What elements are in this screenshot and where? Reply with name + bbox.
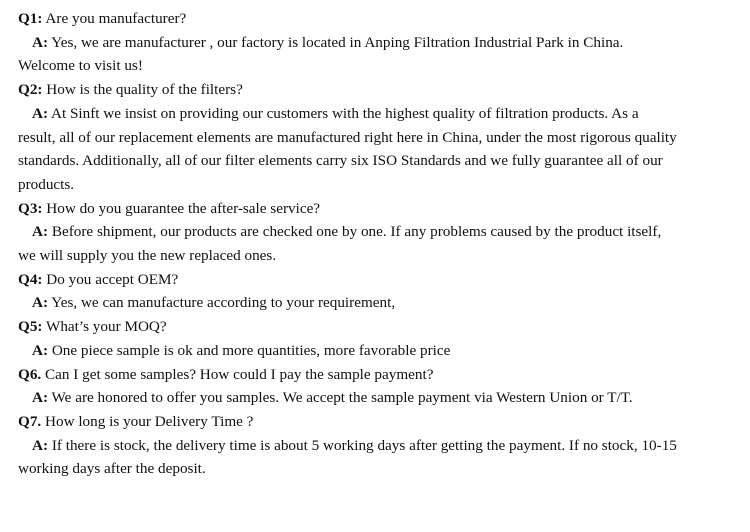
- question-2: [18, 78, 678, 102]
- faq-item-2: [18, 78, 678, 197]
- question-text: How is the quality of the filters?: [42, 81, 243, 99]
- question-text: Are you manufacturer?: [42, 10, 187, 27]
- answer-2: [18, 102, 678, 197]
- answer-text: One piece sample is ok and more quantities, more favorable price: [48, 341, 451, 359]
- question-text: Can I get some samples? How could I pay the sample payment?: [41, 365, 434, 383]
- question-label: Q7.: [18, 412, 42, 430]
- question-label: Q1:: [18, 10, 43, 27]
- answer-text: Yes, we can manufacture according to your requirement,: [48, 294, 396, 312]
- faq-item-1: [18, 7, 678, 78]
- answer-3: [18, 220, 678, 267]
- faq-item-7: [18, 410, 678, 481]
- answer-label: A:: [32, 33, 49, 51]
- answer-6: [18, 386, 678, 410]
- faq-list: [18, 7, 678, 481]
- answer-label: A:: [32, 436, 49, 454]
- question-label: Q4:: [18, 270, 43, 288]
- question-4: [18, 268, 678, 292]
- question-7: [18, 410, 678, 434]
- question-label: Q2:: [18, 81, 43, 99]
- answer-4: [18, 291, 678, 315]
- answer-text: Before shipment, our products are checked one by one. If any problems caused by the product itself, we will supply you the new replaced ones.: [18, 223, 662, 265]
- answer-label: A:: [32, 223, 49, 241]
- answer-text: If there is stock, the delivery time is about 5 working days after getting the payment. If no stock, 10-15 working days after the deposit.: [18, 436, 677, 478]
- question-text: What’s your MOQ?: [42, 318, 167, 336]
- question-6: [18, 363, 678, 387]
- answer-1: [18, 31, 678, 78]
- answer-text: Yes, we are manufacturer , our factory is located in Anping Filtration Industrial Park in China. Welcome to visit us!: [18, 33, 624, 75]
- answer-5: [18, 339, 678, 363]
- answer-label: A:: [32, 341, 49, 359]
- faq-item-5: [18, 315, 678, 362]
- answer-7: [18, 434, 678, 481]
- answer-text: We are honored to offer you samples. We accept the sample payment via Western Union or T/T.: [48, 389, 633, 407]
- question-label: Q3:: [18, 199, 43, 217]
- question-3: [18, 197, 678, 221]
- faq-item-4: [18, 268, 678, 315]
- question-5: [18, 315, 678, 339]
- answer-label: A:: [32, 294, 49, 312]
- question-label: Q6.: [18, 365, 42, 383]
- faq-item-3: [18, 197, 678, 268]
- question-text: Do you accept OEM?: [42, 270, 179, 288]
- question-text: How long is your Delivery Time ?: [41, 412, 254, 430]
- answer-label: A:: [32, 389, 49, 407]
- answer-text: At Sinft we insist on providing our customers with the highest quality of filtration products. As a result, all of our replacement elements are manufactured right here in China, under the most rigorous quality standards. Additionally, all of our filter elements carry six ISO Standards and we fully guarantee all of our products.: [18, 104, 677, 193]
- question-label: Q5:: [18, 318, 43, 336]
- question-text: How do you guarantee the after-sale service?: [42, 199, 321, 217]
- faq-item-6: [18, 363, 678, 410]
- answer-label: A:: [32, 104, 49, 122]
- question-1: [18, 7, 678, 31]
